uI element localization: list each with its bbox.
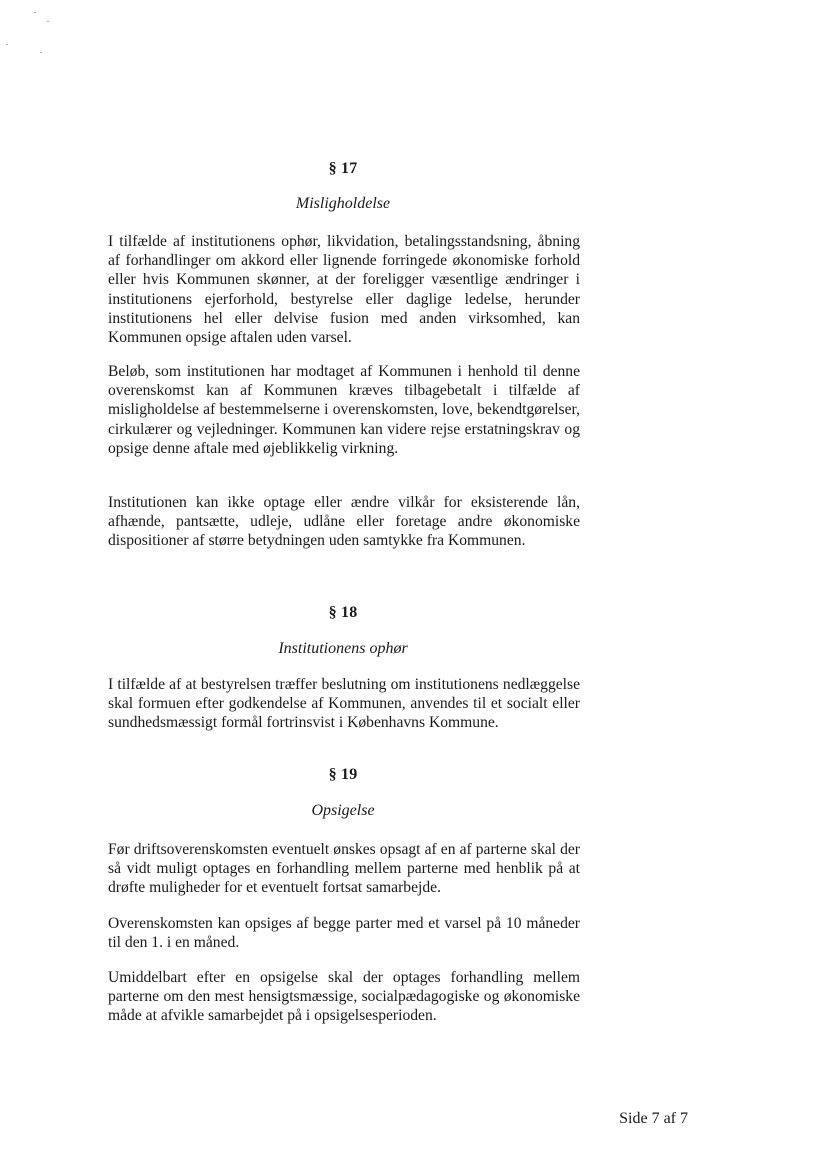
section-18-paragraph-1: I tilfælde af at bestyrelsen træffer beslutning om institutionens nedlæggelse skal formuen efter godkendelse af Kommunen, anvendes til et socialt eller sundhedsmæssigt formål fortrinsvist i Københavns Kommune.: [108, 676, 580, 732]
section-19-number: § 19: [328, 766, 358, 783]
section-19-paragraph-2: Overenskomsten kan opsiges af begge parter med et varsel på 10 måneder til den 1. i en måned.: [108, 915, 580, 952]
section-17-paragraph-3: Institutionen kan ikke optage eller ændre vilkår for eksisterende lån, afhænde, pantsætte, udleje, udlåne eller foretage andre økonomiske dispositioner af større betydningen uden samtykke fra Kommunen.: [108, 494, 580, 550]
section-17-paragraph-1: I tilfælde af institutionens ophør, likvidation, betalingsstandsning, åbning af forhandlinger om akkord eller lignende forringede økonomiske forhold eller hvis Kommunen skønner, at der foreligger væsentlige ændringer i institutionens ejerforhold, bestyrelse eller daglige ledelse, herunder institutionens hel eller delvise fusion med anden virksomhed, kan Kommunen opsige aftalen uden varsel.: [108, 233, 580, 347]
page-number: Side 7 af 7: [619, 1110, 688, 1127]
section-19-title: Opsigelse: [311, 802, 375, 819]
section-19-paragraph-3: Umiddelbart efter en opsigelse skal der optages forhandling mellem parterne om den mest hensigtsmæssige, socialpædagogiske og økonomiske måde at afvikle samarbejdet på i opsigelsesperioden.: [108, 969, 580, 1025]
section-17-title: Misligholdelse: [295, 195, 391, 212]
scan-speck: [6, 44, 8, 45]
scan-speck: [34, 12, 36, 13]
section-17-paragraph-2: Beløb, som institutionen har modtaget af Kommunen i henhold til denne overenskomst kan af Kommunen kræves tilbagebetalt i tilfælde af misligholdelse af bestemmelserne i overenskomsten, love, bekendtgørelser, cirkulærer og vejledninger. Kommunen kan videre rejse erstatningskrav og opsige denne aftale med øjeblikkelig virkning.: [108, 363, 580, 457]
section-19-paragraph-1: Før driftsoverenskomsten eventuelt ønskes opsagt af en af parterne skal der så vidt muligt optages en forhandling mellem parterne med henblik på at drøfte muligheder for et eventuelt fortsat samarbejde.: [108, 841, 580, 897]
scan-speck: [47, 21, 49, 22]
section-17-number: § 17: [328, 160, 358, 177]
section-18-title: Institutionens ophør: [278, 640, 408, 657]
scan-speck: [40, 52, 42, 53]
section-18-number: § 18: [328, 604, 358, 621]
